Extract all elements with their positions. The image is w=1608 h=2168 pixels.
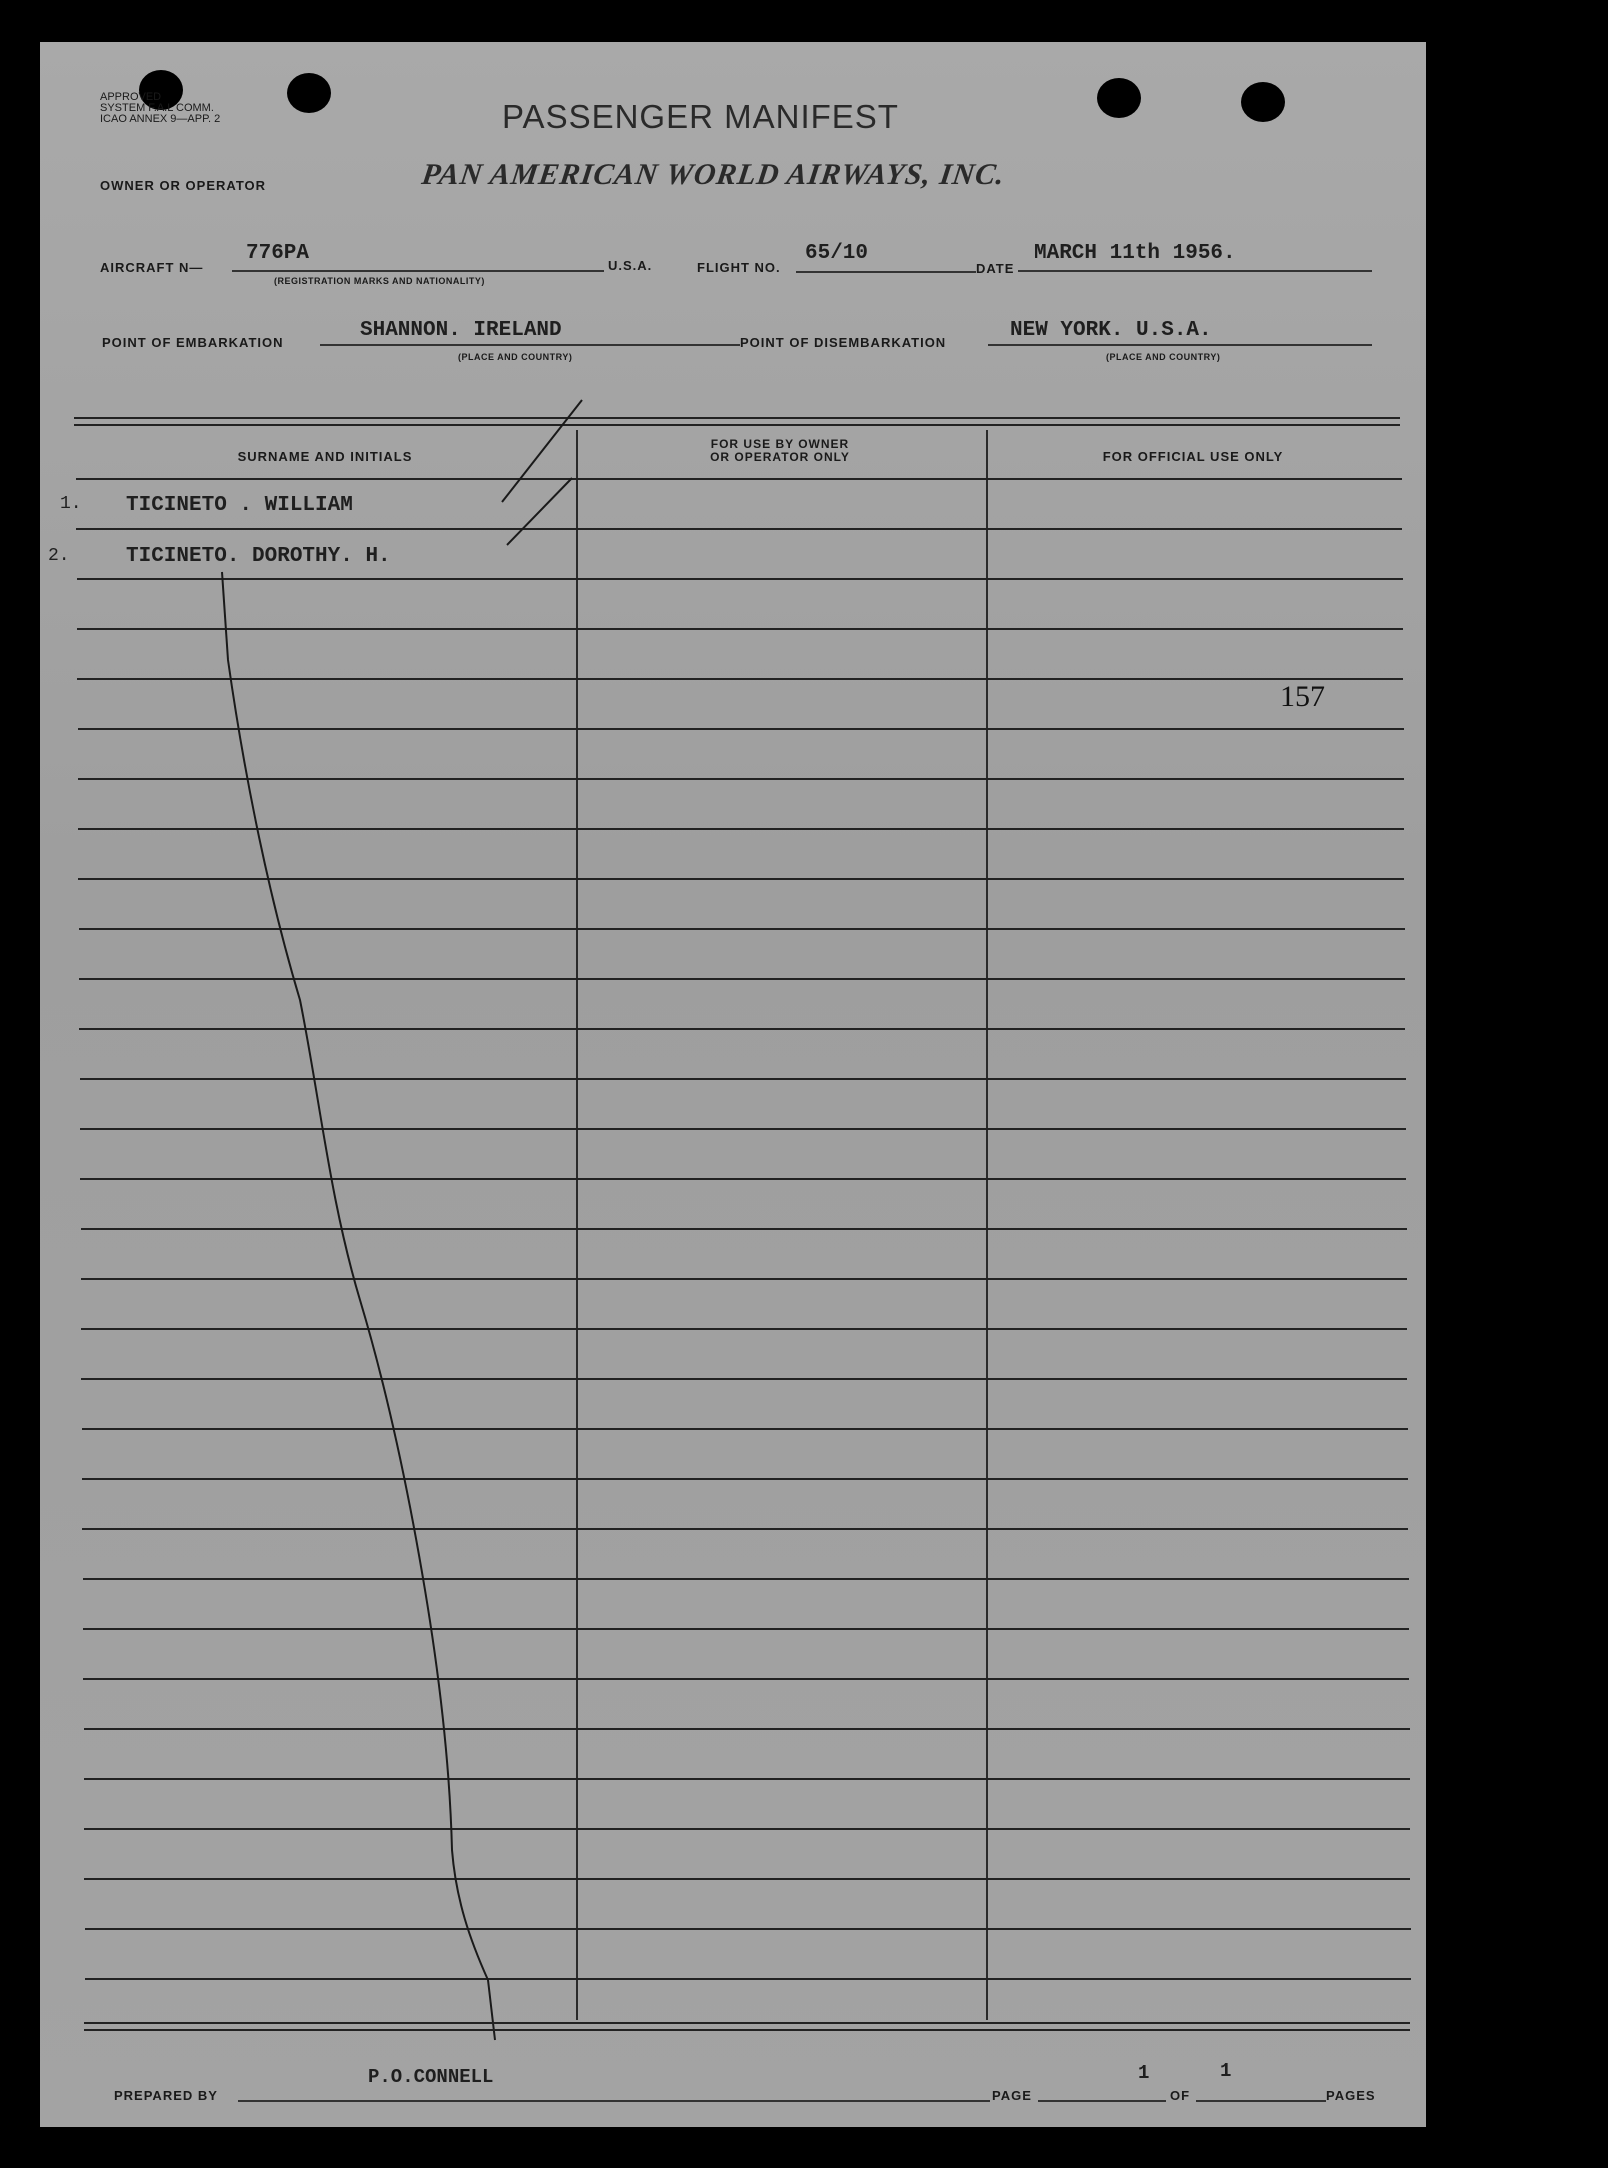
- flight-value: 65/10: [805, 242, 869, 265]
- embarkation-label: POINT OF EMBARKATION: [102, 335, 284, 350]
- passenger-number: 1.: [60, 494, 82, 514]
- airline-name: PAN AMERICAN WORLD AIRWAYS, INC.: [419, 158, 1008, 191]
- prepared-underline: [238, 2100, 990, 2102]
- column-header-surname: SURNAME AND INITIALS: [237, 449, 413, 464]
- usa-label: U.S.A.: [608, 258, 653, 273]
- aircraft-label: AIRCRAFT N—: [100, 260, 204, 275]
- flight-label: FLIGHT NO.: [697, 260, 781, 275]
- passenger-number: 2.: [48, 546, 70, 566]
- column-header-owner: FOR USE BY OWNER OR OPERATOR ONLY: [710, 437, 850, 464]
- table-bottom-rule: [84, 2022, 1410, 2024]
- tick-mark: [502, 400, 582, 502]
- passenger-name: TICINETO. DOROTHY. H.: [126, 545, 391, 568]
- registration-note: (REGISTRATION MARKS AND NATIONALITY): [274, 276, 485, 286]
- date-value: MARCH 11th 1956.: [1034, 242, 1236, 265]
- page-label: PAGE: [992, 2088, 1032, 2103]
- aircraft-value: 776PA: [246, 242, 310, 265]
- official-number: 157: [1280, 680, 1325, 713]
- total-pages: 1: [1220, 2060, 1232, 2082]
- page-title: PASSENGER MANIFEST: [502, 98, 899, 135]
- prepared-by-value: P.O.CONNELL: [368, 2066, 494, 2088]
- approval-note: APPROVED SYSTEM F.A.L COMM. ICAO ANNEX 9—APP. 2: [100, 91, 221, 125]
- disembarkation-value: NEW YORK. U.S.A.: [1010, 319, 1212, 342]
- column-header-official: FOR OFFICIAL USE ONLY: [1102, 449, 1284, 464]
- prepared-by-label: PREPARED BY: [114, 2088, 218, 2103]
- embarkation-value: SHANNON. IRELAND: [360, 319, 562, 342]
- passenger-name: TICINETO . WILLIAM: [126, 494, 353, 517]
- page-underline: [1038, 2100, 1166, 2102]
- page-number: 1: [1138, 2062, 1150, 2084]
- pages-label: PAGES: [1326, 2088, 1376, 2103]
- of-label: OF: [1170, 2088, 1191, 2103]
- embarkation-note: (PLACE AND COUNTRY): [458, 352, 573, 362]
- line-through-stroke: [222, 572, 495, 2040]
- date-label: DATE: [976, 261, 1015, 276]
- table-bottom-rule: [84, 2029, 1410, 2031]
- disembarkation-label: POINT OF DISEMBARKATION: [740, 335, 947, 350]
- tick-mark: [507, 478, 572, 545]
- disembarkation-note: (PLACE AND COUNTRY): [1106, 352, 1221, 362]
- owner-label: OWNER OR OPERATOR: [100, 178, 267, 193]
- pages-underline: [1196, 2100, 1326, 2102]
